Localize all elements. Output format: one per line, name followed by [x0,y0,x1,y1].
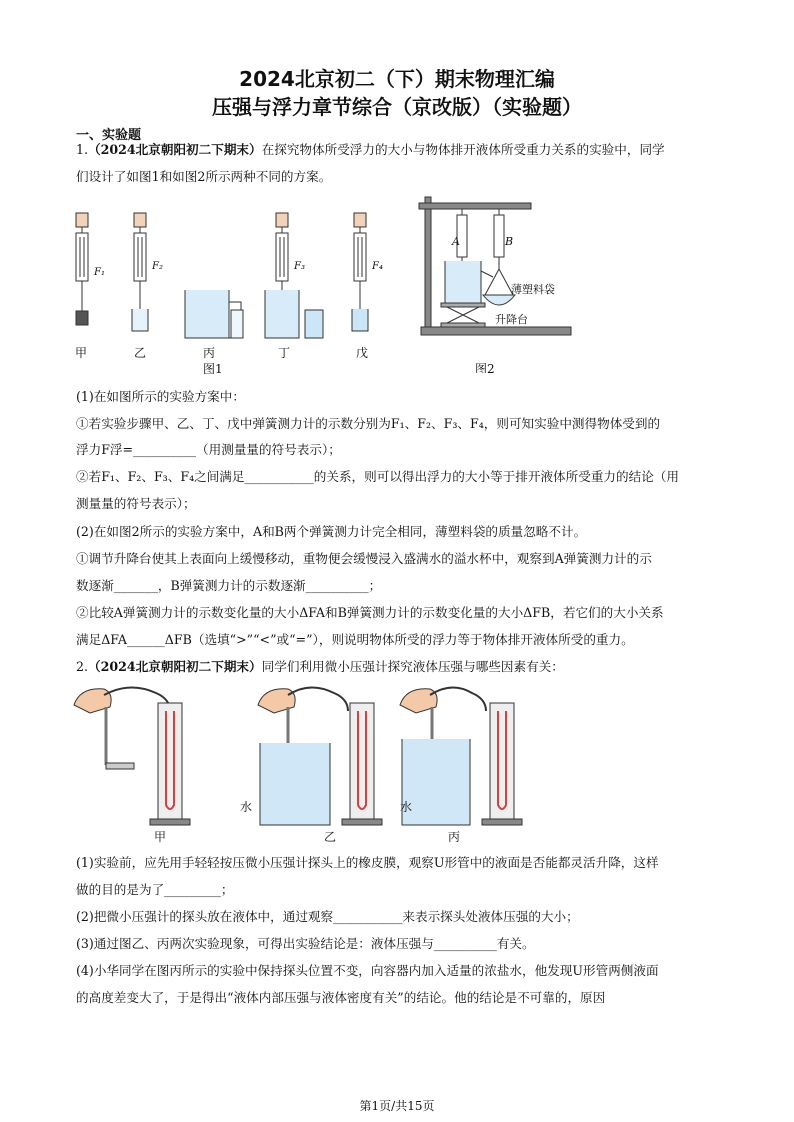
q2-part3: (3)通过图乙、丙两次实验现象，可得出实验结论是：液体压强与__________有关。 [76,936,535,951]
fig1-label-yi: 乙 [134,346,147,360]
q2-text: 同学们利用微小压强计探究液体压强与哪些因素有关： [261,659,564,674]
hand-icon [258,689,295,713]
water-label-yi: 水 [240,800,253,814]
page-title: 2024北京初二（下）期末物理汇编 [239,67,555,91]
water-beaker-icon [260,743,330,825]
fig-label-bing: 丙 [448,830,461,843]
force-label-f1: F₁ [94,267,105,278]
fig2-label-bag: 薄塑料袋 [511,283,555,296]
fig1-label-bing: 丙 [203,346,216,360]
fig2-label-b: B [505,235,514,248]
spring-scale-icon [352,213,368,331]
q1-text: 在探究物体所受浮力的大小与物体排开液体所受重力关系的实验中，同学 [261,142,665,157]
q2-part2: (2)把微小压强计的探头放在液体中，通过观察___________来表示探头处液体压强的大小； [76,909,579,924]
q1-part2-item2-cont: 满足ΔFA______ΔFB（选填“>”“<”或“=”），则说明物体所受的浮力等于物体排开液体所受的重力。 [76,632,634,647]
spring-scale-icon [76,213,88,325]
q2-part1: (1)实验前，应先用手轻轻按压微小压强计探头上的橡皮膜，观察U形管中的液面是否能都灵活升降，这样 [76,855,659,870]
lift-platform-icon [441,303,485,327]
force-label-f2: F₂ [152,261,163,272]
water-beaker-icon [402,739,470,825]
force-label-f3: F₃ [294,261,305,272]
figure-1 [60,195,390,375]
fig-label-yi: 乙 [324,830,337,843]
q2-source: （2024北京朝阳初二下期末） [88,659,262,674]
spring-scale-icon [132,213,148,331]
page-footer: 第1页/共15页 [359,1099,435,1113]
q1-part2-item1: ①调节升降台使其上表面向上缓慢移动，重物便会缓慢浸入盛满水的溢水杯中，观察到A弹簧测力计的示 [76,551,652,566]
q2-intro [76,659,726,675]
force-label-f4: F₄ [372,261,383,272]
q1-part2-heading: (2)在如图2所示的实验方案中，A和B两个弹簧测力计完全相同，薄塑料袋的质量忽略不计。 [76,524,587,539]
q1-source: （2024北京朝阳初二下期末） [88,142,262,157]
pressure-gauge-jia-icon [74,687,190,825]
q1-intro-line1 [76,142,726,158]
pressure-gauge-bing-icon [400,687,522,825]
q1-part1-item1: ①若实验步骤甲、乙、丁、戊中弹簧测力计的示数分别为F₁、F₂、F₃、F₄，则可知实验中测得物体受到的 [76,416,661,431]
q1-number: 1. [76,142,89,157]
fig2-caption: 图2 [475,362,495,373]
pressure-gauge-yi-icon [258,687,382,825]
fig-label-jia: 甲 [154,830,167,843]
q1-part1-item2-cont: 测量量的符号表示）； [76,496,196,511]
fig2-label-a: A [452,235,460,248]
q1-part2-item2: ②比较A弹簧测力计的示数变化量的大小ΔFA和B弹簧测力计的示数变化量的大小ΔFB，若它们的大小关系 [76,605,664,620]
fig1-label-ding: 丁 [278,346,291,360]
page-subtitle: 压强与浮力章节综合（京改版）（实验题） [212,95,582,119]
q1-part1-item2: ②若F₁、F₂、F₃、F₄之间满足___________的关系，则可以得出浮力的大小等于排开液体所受重力的结论（用 [76,469,679,484]
fig2-label-lift: 升降台 [495,313,528,326]
fig1-label-jia: 甲 [75,346,88,360]
q2-part4-cont: 的高度差变大了，于是得出“液体内部压强与液体密度有关”的结论。他的结论是不可靠的，原因 [76,990,606,1005]
figure-2 [415,193,585,373]
water-label-bing: 水 [400,800,413,814]
q1-part2-item1-cont: 数逐渐_______，B弹簧测力计的示数逐渐__________； [76,578,382,593]
q2-part4: (4)小华同学在图丙所示的实验中保持探头位置不变，向容器内加入适量的浓盐水，他发现U形管两侧液面 [76,963,659,978]
figure-pressure-gauge [70,683,540,843]
q1-part1-item1-cont: 浮力F浮=__________（用测量量的符号表示）； [76,442,341,457]
fig1-caption: 图1 [203,362,223,375]
q2-number: 2. [76,659,89,674]
q1-part1-heading: (1)在如图所示的实验方案中： [76,389,245,404]
section-heading: 一、实验题 [76,128,142,143]
q1-intro-line2: 们设计了如图1和如图2所示两种不同的方案。 [76,169,332,184]
overflow-cup-icon [185,290,243,338]
fig1-label-wu: 戊 [356,346,369,360]
q2-part1-cont: 做的目的是为了_________； [76,882,234,897]
